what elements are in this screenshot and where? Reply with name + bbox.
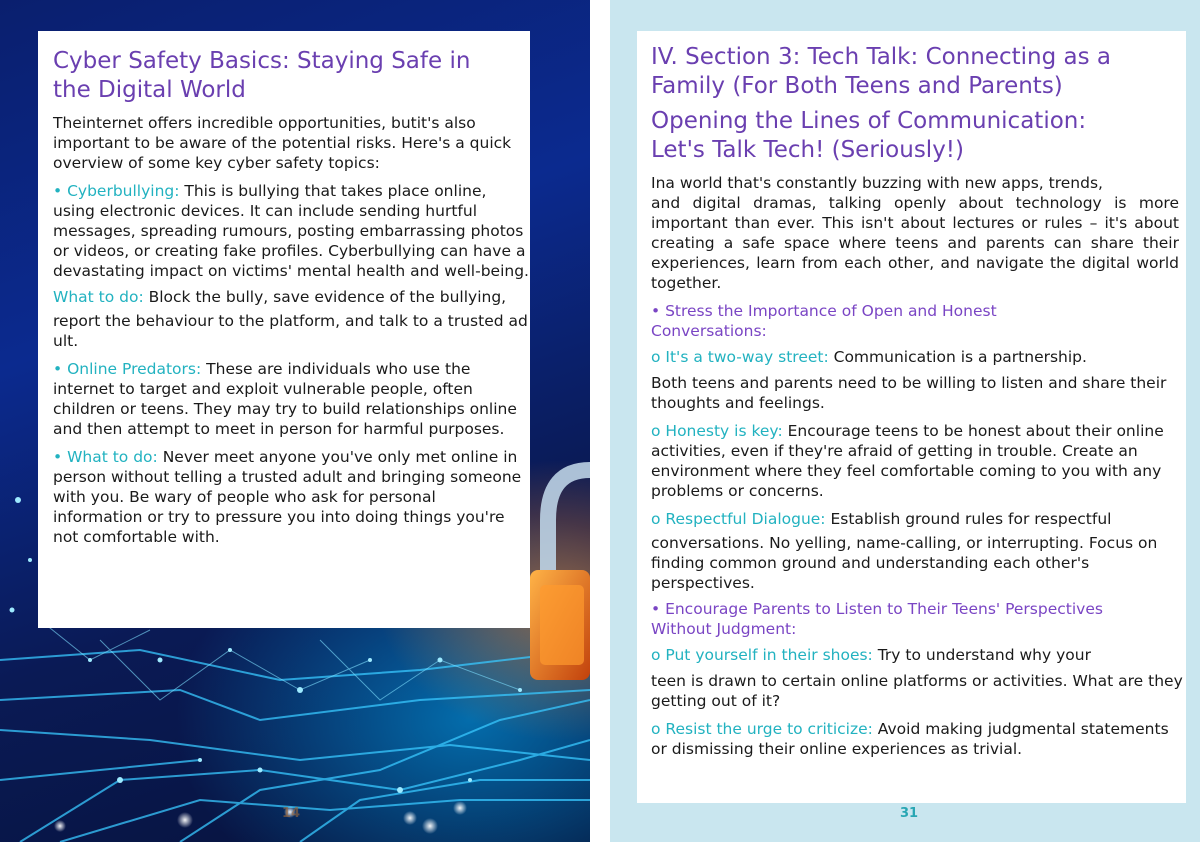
respect-text: Establish ground rules for respectful: [825, 510, 1112, 528]
what-to-do-1-text-a: Block the bully, save evidence of the bullying,: [143, 288, 507, 306]
right-intro-line1: Ina world that's constantly buzzing with new apps, trends,: [651, 174, 1103, 192]
right-title-line2: Family (For Both Teens and Parents): [651, 73, 1063, 99]
left-content-card: [38, 31, 530, 628]
respect-label: o Respectful Dialogue:: [651, 510, 826, 528]
stress-heading: [651, 301, 1186, 341]
left-intro: Theinternet offers incredible opportunities, butit's also important to be aware of the potential risks. Here's a quick overview of some key cyber safety topics:: [53, 114, 512, 172]
shoes-text-2: teen is drawn to certain online platforms or activities. What are they getting out of it?: [651, 672, 1183, 710]
shoes-label: o Put yourself in their shoes:: [651, 646, 873, 664]
right-content-card: [637, 31, 1186, 803]
stress-line2: Conversations:: [651, 322, 767, 340]
predators-label: • Online Predators:: [53, 360, 202, 378]
criticize-paragraph: [651, 719, 1186, 759]
left-page: [0, 0, 590, 842]
right-intro: [651, 173, 1179, 293]
cyberbullying-label: • Cyberbullying:: [53, 182, 180, 200]
left-title-line2: the Digital World: [53, 77, 246, 103]
honesty-paragraph: [651, 421, 1186, 501]
right-page: [610, 0, 1200, 842]
predators-paragraph: [53, 359, 530, 439]
two-way-text: Communication is a partnership.: [828, 348, 1087, 366]
honesty-text: Encourage teens to be honest about their online activities, even if they're afraid of getting in trouble. Create an environment where they feel comfortable coming to you with any problems or concerns.: [651, 422, 1164, 500]
what-to-do-2-text: Never meet anyone you've only met online in person without telling a trusted adult and bringing someone with you. Be wary of people who ask for personal information or try to pressure you into doing things you're not comfortable with.: [53, 448, 522, 546]
encourage-line2: Without Judgment:: [651, 620, 797, 638]
honesty-label: o Honesty is key:: [651, 422, 783, 440]
what-to-do-1-label: What to do:: [53, 288, 144, 306]
what-to-do-2-label: • What to do:: [53, 448, 158, 466]
respect-paragraph: [651, 509, 1186, 529]
right-subtitle-line2: Let's Talk Tech! (Seriously!): [651, 137, 964, 163]
two-way-text-2: Both teens and parents need to be willing to listen and share their thoughts and feelings.: [651, 374, 1167, 412]
encourage-line1: • Encourage Parents to Listen to Their Teens' Perspectives: [651, 600, 1103, 618]
respect-text-2: conversations. No yelling, name-calling, or interrupting. Focus on finding common ground and understanding each other's perspectives.: [651, 534, 1158, 592]
right-subtitle: [651, 107, 1186, 165]
what-to-do-2-paragraph: [53, 447, 530, 547]
cyberbullying-text: This is bullying that takes place online, using electronic devices. It can include sending hurtful messages, spreading rumours, posting embarrassing photos or videos, or creating fake profiles. Cyberbullying can have a devastating impact on victims' mental health and well-being.: [53, 182, 529, 280]
shoes-paragraph: [651, 645, 1186, 665]
left-title-line1: Cyber Safety Basics: Staying Safe in: [53, 48, 471, 74]
right-subtitle-line1: Opening the Lines of Communication:: [651, 108, 1087, 134]
right-intro-rest: and digital dramas, talking openly about technology is more important than ever. This isn't about lectures or rules – it's about creating a safe space where teens and parents can share their experiences, learn from each other, and navigate the digital world together.: [651, 194, 1179, 292]
cyberbullying-paragraph: [53, 181, 530, 281]
two-way-label: o It's a two-way street:: [651, 348, 829, 366]
stress-line1: • Stress the Importance of Open and Honest: [651, 302, 997, 320]
criticize-text: Avoid making judgmental statements or dismissing their online experiences as trivial.: [651, 720, 1169, 758]
right-title-line1: IV. Section 3: Tech Talk: Connecting as a: [651, 44, 1112, 70]
left-title: [53, 47, 530, 105]
encourage-heading: [651, 599, 1186, 639]
right-title: [651, 43, 1186, 101]
criticize-label: o Resist the urge to criticize:: [651, 720, 873, 738]
two-way-paragraph: [651, 347, 1186, 367]
shoes-text: Try to understand why your: [872, 646, 1091, 664]
left-page-number: 14: [282, 806, 301, 821]
what-to-do-1-text-b: report the behaviour to the platform, and talk to a trusted ad ult.: [53, 312, 528, 350]
predators-text: These are individuals who use the internet to target and exploit vulnerable people, often children or teens. They may try to build relationships online and then attempt to meet in person for harmful purposes.: [53, 360, 517, 438]
right-page-number: 31: [900, 806, 919, 821]
what-to-do-1-paragraph: [53, 287, 530, 307]
